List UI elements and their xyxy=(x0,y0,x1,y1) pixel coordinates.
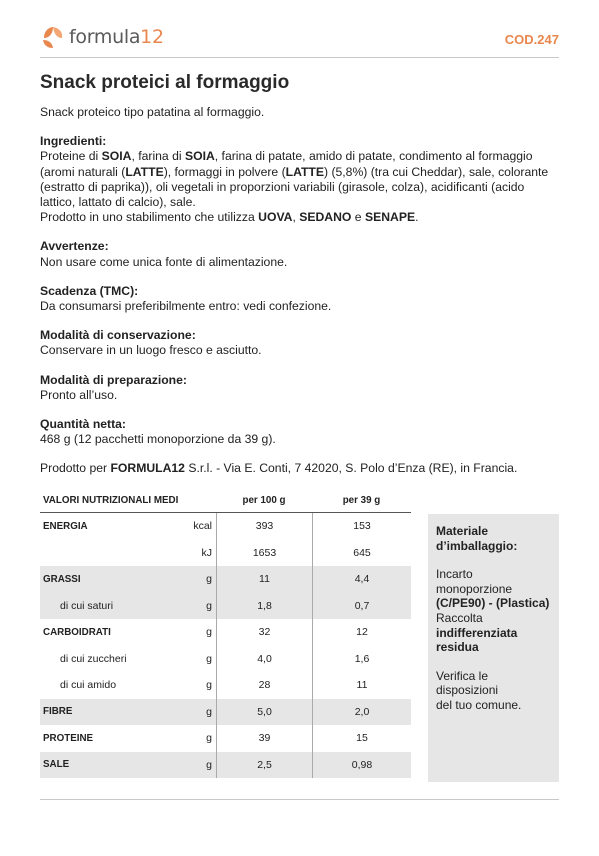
allergen-highlight: LATTE xyxy=(125,164,164,179)
nutrition-rows xyxy=(40,513,411,778)
allergen-highlight: SOIA xyxy=(184,149,215,164)
nutrition-header-per39: per 39 g xyxy=(342,495,381,506)
nutrient-value-per39: 11 xyxy=(312,672,411,699)
storage-section xyxy=(40,328,559,358)
brand-logo xyxy=(40,24,164,50)
preparation-title: Modalità di preparazione: xyxy=(40,372,187,387)
quantity-section xyxy=(40,417,559,447)
ingredients-text xyxy=(40,149,559,210)
nutrient-unit: g xyxy=(206,573,212,586)
nutrient-value-per100: 32 xyxy=(216,619,312,646)
storage-text: Conservare in un luogo fresco e asciutto. xyxy=(40,343,262,358)
nutrient-value-per39: 0,98 xyxy=(312,752,411,779)
nutrient-label: GRASSI xyxy=(43,573,81,585)
packaging-title: Materiale d’imballaggio: xyxy=(436,524,518,553)
nutrient-value-per100: 1,8 xyxy=(216,593,312,620)
allergen-text xyxy=(40,210,559,225)
nutrient-value-per100: 4,0 xyxy=(216,646,312,673)
product-info xyxy=(40,105,559,477)
nutrition-row xyxy=(40,699,411,726)
nutrient-unit: g xyxy=(206,626,212,639)
nutrient-label: CARBOIDRATI xyxy=(43,626,111,638)
nutrient-unit: kcal xyxy=(193,520,212,533)
allergen-highlight: LATTE xyxy=(285,164,324,179)
nutrient-label: FIBRE xyxy=(43,706,73,718)
nutrition-row xyxy=(40,672,411,699)
allergen-highlight: SENAPE xyxy=(364,210,416,225)
nutrition-header-per100: per 100 g xyxy=(242,495,286,506)
preparation-text: Pronto all’uso. xyxy=(40,387,118,402)
nutrition-row xyxy=(40,513,411,540)
allergen-highlight: SEDANO xyxy=(299,210,352,225)
warnings-title: Avvertenze: xyxy=(40,239,109,254)
nutrient-value-per39: 15 xyxy=(312,725,411,752)
packaging-body: Incarto monoporzione (C/PE90) - (Plastica) Raccolta indifferenziata residua xyxy=(436,567,550,655)
nutrition-row xyxy=(40,566,411,593)
text-segment: ) (5,8%) (tra cui Cheddar), sale, colorante (estratto di paprika)), oli vegetali in proporzioni variabili (girasole, colza), acidificanti (acido lattico, lattato di calcio), sale. xyxy=(40,164,549,210)
nutrient-value-per39: 2,0 xyxy=(312,699,411,726)
expiry-section xyxy=(40,284,559,314)
warnings-section xyxy=(40,239,559,269)
nutrient-value-per100: 28 xyxy=(216,672,312,699)
nutrition-row xyxy=(40,619,411,646)
nutrient-unit: g xyxy=(206,732,212,745)
text-segment: , farina di xyxy=(131,149,185,164)
nutrient-value-per39: 12 xyxy=(312,619,411,646)
nutrient-unit: g xyxy=(206,758,212,771)
producer-section xyxy=(40,461,559,476)
quantity-text: 468 g (12 pacchetti monoporzione da 39 g). xyxy=(40,432,276,447)
text-segment: . xyxy=(415,210,419,225)
packaging-box xyxy=(428,514,559,782)
nutrition-row xyxy=(40,540,411,567)
nutrient-value-per39: 153 xyxy=(312,513,411,540)
text-segment: , farina di patate, amido di patate, condimento al formaggio (aromi naturali ( xyxy=(40,149,533,179)
producer-text: Prodotto per FORMULA12 S.r.l. - Via E. Conti, 7 42020, S. Polo d’Enza (RE), in Francia. xyxy=(40,461,518,476)
nutrient-value-per39: 1,6 xyxy=(312,646,411,673)
nutrient-label: di cui saturi xyxy=(60,599,114,612)
bottom-divider xyxy=(40,799,559,800)
allergen-highlight: UOVA xyxy=(258,210,293,225)
nutrient-label: PROTEINE xyxy=(43,732,94,744)
nutrient-label: SALE xyxy=(43,759,70,771)
nutrition-row xyxy=(40,646,411,673)
nutrition-row xyxy=(40,752,411,779)
nutrient-value-per100: 393 xyxy=(216,513,312,540)
top-divider xyxy=(40,57,559,58)
allergen-highlight: SOIA xyxy=(101,149,132,164)
expiry-title: Scadenza (TMC): xyxy=(40,283,139,298)
text-segment: , xyxy=(292,210,300,225)
nutrient-label: ENERGIA xyxy=(43,520,88,532)
storage-title: Modalità di conservazione: xyxy=(40,328,196,343)
warnings-text: Non usare come unica fonte di alimentazione. xyxy=(40,254,288,269)
producer-brand: FORMULA12 xyxy=(110,461,185,476)
nutrient-value-per100: 11 xyxy=(216,566,312,593)
nutrition-header-label: VALORI NUTRIZIONALI MEDI xyxy=(43,495,179,506)
nutrition-row xyxy=(40,593,411,620)
nutrient-value-per39: 4,4 xyxy=(312,566,411,593)
header xyxy=(40,18,559,58)
nutrient-label: di cui amido xyxy=(60,679,117,692)
nutrient-value-per100: 39 xyxy=(216,725,312,752)
nutrition-table xyxy=(40,489,411,778)
ingredients-section xyxy=(40,134,559,225)
expiry-text: Da consumarsi preferibilmente entro: vedi confezione. xyxy=(40,299,332,314)
product-description: Snack proteico tipo patatina al formaggio. xyxy=(40,105,265,119)
nutrient-value-per100: 5,0 xyxy=(216,699,312,726)
nutrient-unit: g xyxy=(206,652,212,665)
quantity-title: Quantità netta: xyxy=(40,417,126,432)
ingredients-title: Ingredienti: xyxy=(40,134,107,149)
nutrient-label: di cui zuccheri xyxy=(60,652,127,665)
nutrition-row xyxy=(40,725,411,752)
text-segment: e xyxy=(351,210,365,225)
orange-sprout-icon xyxy=(40,24,66,50)
nutrient-value-per39: 645 xyxy=(312,540,411,567)
text-segment: Proteine di xyxy=(40,149,102,164)
nutrient-value-per100: 2,5 xyxy=(216,752,312,779)
page-title: Snack proteici al formaggio xyxy=(40,72,290,93)
nutrient-unit: g xyxy=(206,705,212,718)
nutrient-value-per100: 1653 xyxy=(216,540,312,567)
preparation-section xyxy=(40,373,559,403)
packaging-note: Verifica le disposizioni del tuo comune. xyxy=(436,668,522,712)
nutrient-unit: kJ xyxy=(201,546,212,559)
nutrient-unit: g xyxy=(206,679,212,692)
text-segment: ), formaggi in polvere ( xyxy=(163,164,286,179)
product-code: COD.247 xyxy=(504,32,559,47)
nutrient-unit: g xyxy=(206,599,212,612)
nutrient-value-per39: 0,7 xyxy=(312,593,411,620)
brand-name: formula12 xyxy=(69,26,164,48)
nutrition-header xyxy=(40,489,411,513)
text-segment: Prodotto in uno stabilimento che utilizza xyxy=(40,210,259,225)
